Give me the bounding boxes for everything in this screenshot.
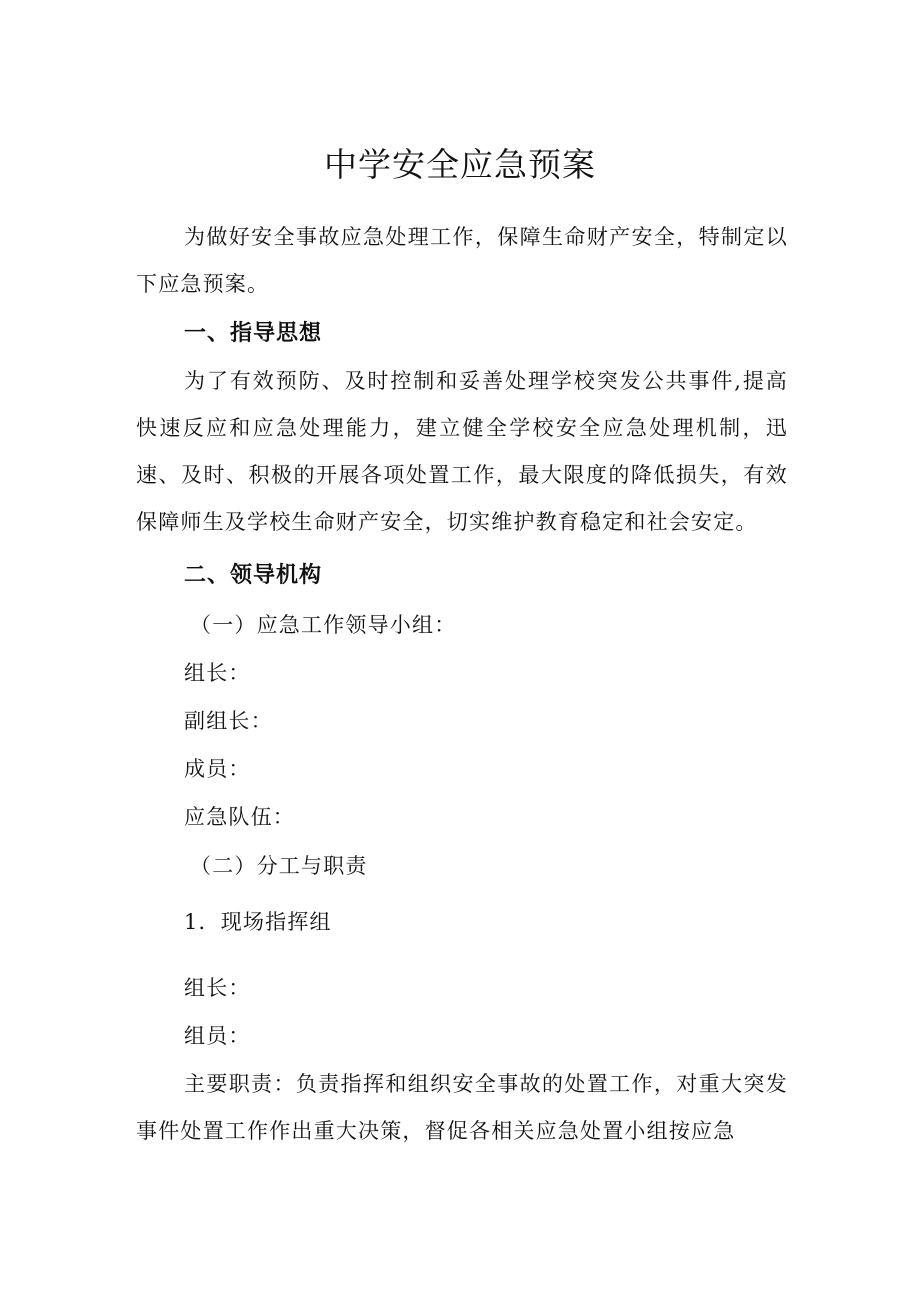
subsection-heading-division-of-duties: （二）分工与职责 <box>190 854 368 878</box>
role-line-group-members: 组员： <box>184 1024 251 1048</box>
subsection-heading-leadership-group: （一）应急工作领导小组： <box>190 613 457 637</box>
document-title: 中学安全应急预案 <box>324 145 596 184</box>
duties-paragraph: 主要职责：负责指挥和组织安全事故的处置工作，对重大突发事件处置工作作出重大决策，督促各相关应急处置小组按应急 <box>136 1072 788 1143</box>
role-line-emergency-team: 应急队伍： <box>184 805 295 829</box>
section-heading-guiding-ideology: 一、指导思想 <box>184 321 323 346</box>
section-heading-leadership: 二、领导机构 <box>184 563 323 588</box>
role-line-group-leader: 组长： <box>184 976 251 1000</box>
group-title-onsite-command: 1．现场指挥组 <box>184 910 332 934</box>
role-line-leader: 组长： <box>184 661 251 685</box>
intro-paragraph: 为做好安全事故应急处理工作，保障生命财产安全，特制定以下应急预案。 <box>136 225 788 296</box>
role-line-members: 成员： <box>184 757 251 781</box>
guiding-ideology-paragraph: 为了有效预防、及时控制和妥善处理学校突发公共事件,提高快速反应和应急处理能力，建立健全学校安全应急处理机制，迅速、及时、积极的开展各项处置工作，最大限度的降低损失，有效保障师生及学校生命财产安全，切实维护教育稳定和社会安定。 <box>136 369 788 534</box>
role-line-deputy-leader: 副组长： <box>184 709 273 733</box>
